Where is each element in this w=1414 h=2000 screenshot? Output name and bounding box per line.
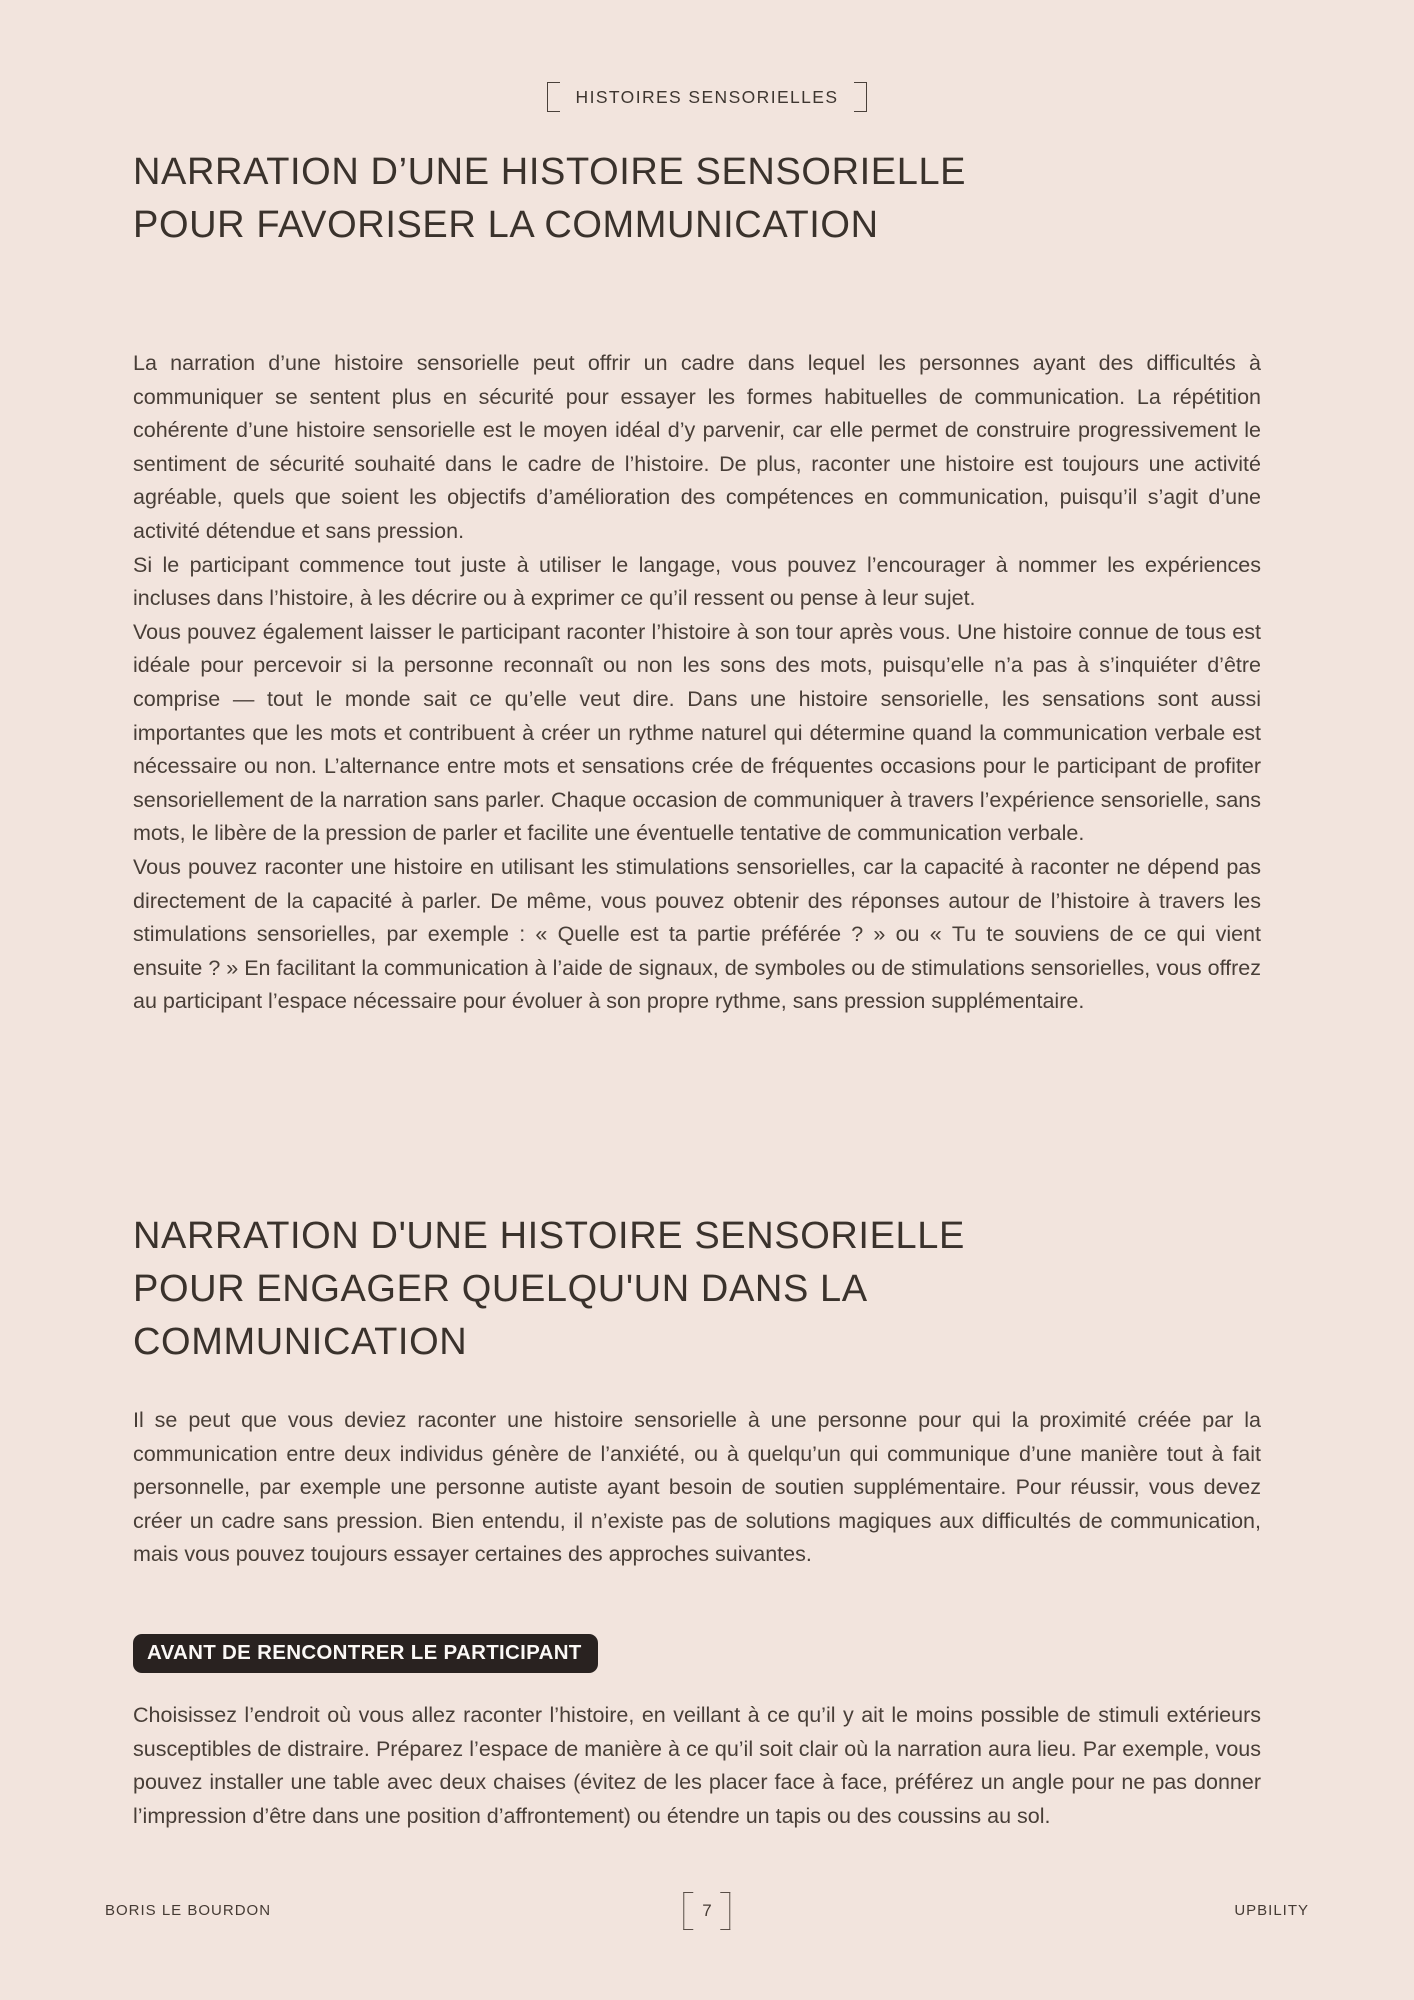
body-paragraph: Choisissez l’endroit où vous allez raconter l’histoire, en veillant à ce qu’il y ait le moins possible de stimuli extérieurs susceptibles de distraire. Préparez l’espace de manière à ce qu’il soit clair où la narration aura lieu. Par exemple, vous pouvez installer une table avec deux chaises (évitez de les placer face à face, préférez un angle pour ne pas donner l’impression d’être dans une position d’affrontement) ou étendre un tapis ou des coussins au sol. <box>133 1703 1261 1828</box>
section-title-line: POUR FAVORISER LA COMMUNICATION <box>133 204 879 246</box>
section2-body <box>133 1404 1261 1572</box>
running-header <box>0 82 1414 112</box>
running-header-label: HISTOIRES SENSORIELLES <box>575 86 839 107</box>
section-title-line: NARRATION D'UNE HISTOIRE SENSORIELLE <box>133 1215 965 1257</box>
section-title-line: NARRATION D’UNE HISTOIRE SENSORIELLE <box>133 151 967 193</box>
body-paragraph: La narration d’une histoire sensorielle peut offrir un cadre dans lequel les personnes ayant des difficultés à communiquer se sentent plus en sécurité pour essayer les formes habituelles de communication. La répétition cohérente d’une histoire sensorielle est le moyen idéal d’y parvenir, car elle permet de construire progressivement le sentiment de sécurité souhaité dans le cadre de l’histoire. De plus, raconter une histoire est toujours une activité agréable, quels que soient les objectifs d’amélioration des compétences en communication, puisqu’il s’agit d’une activité détendue et sans pression. <box>133 351 1261 543</box>
body-paragraph: Vous pouvez également laisser le participant raconter l’histoire à son tour après vous. Une histoire connue de tous est idéale pour percevoir si la personne reconnaît ou non les sons des mots, puisqu’elle n’a pas à s’inquiéter d’être comprise — tout le monde sait ce qu’elle veut dire. Dans une histoire sensorielle, les sensations sont aussi importantes que les mots et contribuent à créer un rythme naturel qui détermine quand la communication verbale est nécessaire ou non. L’alternance entre mots et sensations crée de fréquentes occasions pour le participant de profiter sensoriellement de la narration sans parler. Chaque occasion de communiquer à travers l’expérience sensorielle, sans mots, le libère de la pression de parler et facilite une éventuelle tentative de communication verbale. <box>133 619 1261 846</box>
corner-bracket-right-icon <box>854 82 867 112</box>
section2-title <box>133 1210 1261 1369</box>
badge-row <box>133 1634 1261 1673</box>
footer-page-number <box>683 1892 730 1930</box>
body-paragraph: Vous pouvez raconter une histoire en utilisant les stimulations sensorielles, car la capacité à raconter ne dépend pas directement de la capacité à parler. De même, vous pouvez obtenir des réponses autour de l’histoire à travers les stimulations sensorielles, par exemple : « Quelle est ta partie préférée ? » ou « Tu te souviens de ce qui vient ensuite ? » En facilitant la communication à l’aide de signaux, de symboles ou de stimulations sensorielles, vous offrez au participant l’espace nécessaire pour évoluer à son propre rythme, sans pression supplémentaire. <box>133 854 1261 1014</box>
page-number-bracket-left-icon <box>683 1892 693 1930</box>
footer-author: BORIS LE BOURDON <box>105 1902 272 1919</box>
page-number-bracket-right-icon <box>721 1892 731 1930</box>
body-paragraph: Si le participant commence tout juste à utiliser le langage, vous pouvez l’encourager à nommer les expériences incluses dans l’histoire, à les décrire ou à exprimer ce qu’il ressent ou pense à leur sujet. <box>133 552 1261 611</box>
section1-body <box>133 347 1261 1019</box>
section-title-line: COMMUNICATION <box>133 1321 468 1363</box>
body-paragraph: Il se peut que vous deviez raconter une histoire sensorielle à une personne pour qui la proximité créée par la communication entre deux individus génère de l’anxiété, ou à quelqu’un qui communique d’une manière tout à fait personnelle, par exemple une personne autiste ayant besoin de soutien supplémentaire. Pour réussir, vous devez créer un cadre sans pression. Bien entendu, il n’existe pas de solutions magiques aux difficultés de communication, mais vous pouvez toujours essayer certaines des approches suivantes. <box>133 1408 1261 1567</box>
section1-title <box>133 146 1261 252</box>
page-number-value: 7 <box>702 1901 712 1920</box>
corner-bracket-left-icon <box>547 82 560 112</box>
section2-body-after-badge <box>133 1699 1261 1833</box>
footer-publisher: UPBILITY <box>1234 1902 1309 1919</box>
section-title-line: POUR ENGAGER QUELQU'UN DANS LA <box>133 1268 868 1310</box>
section-subheading-badge: AVANT DE RENCONTRER LE PARTICIPANT <box>133 1634 598 1673</box>
